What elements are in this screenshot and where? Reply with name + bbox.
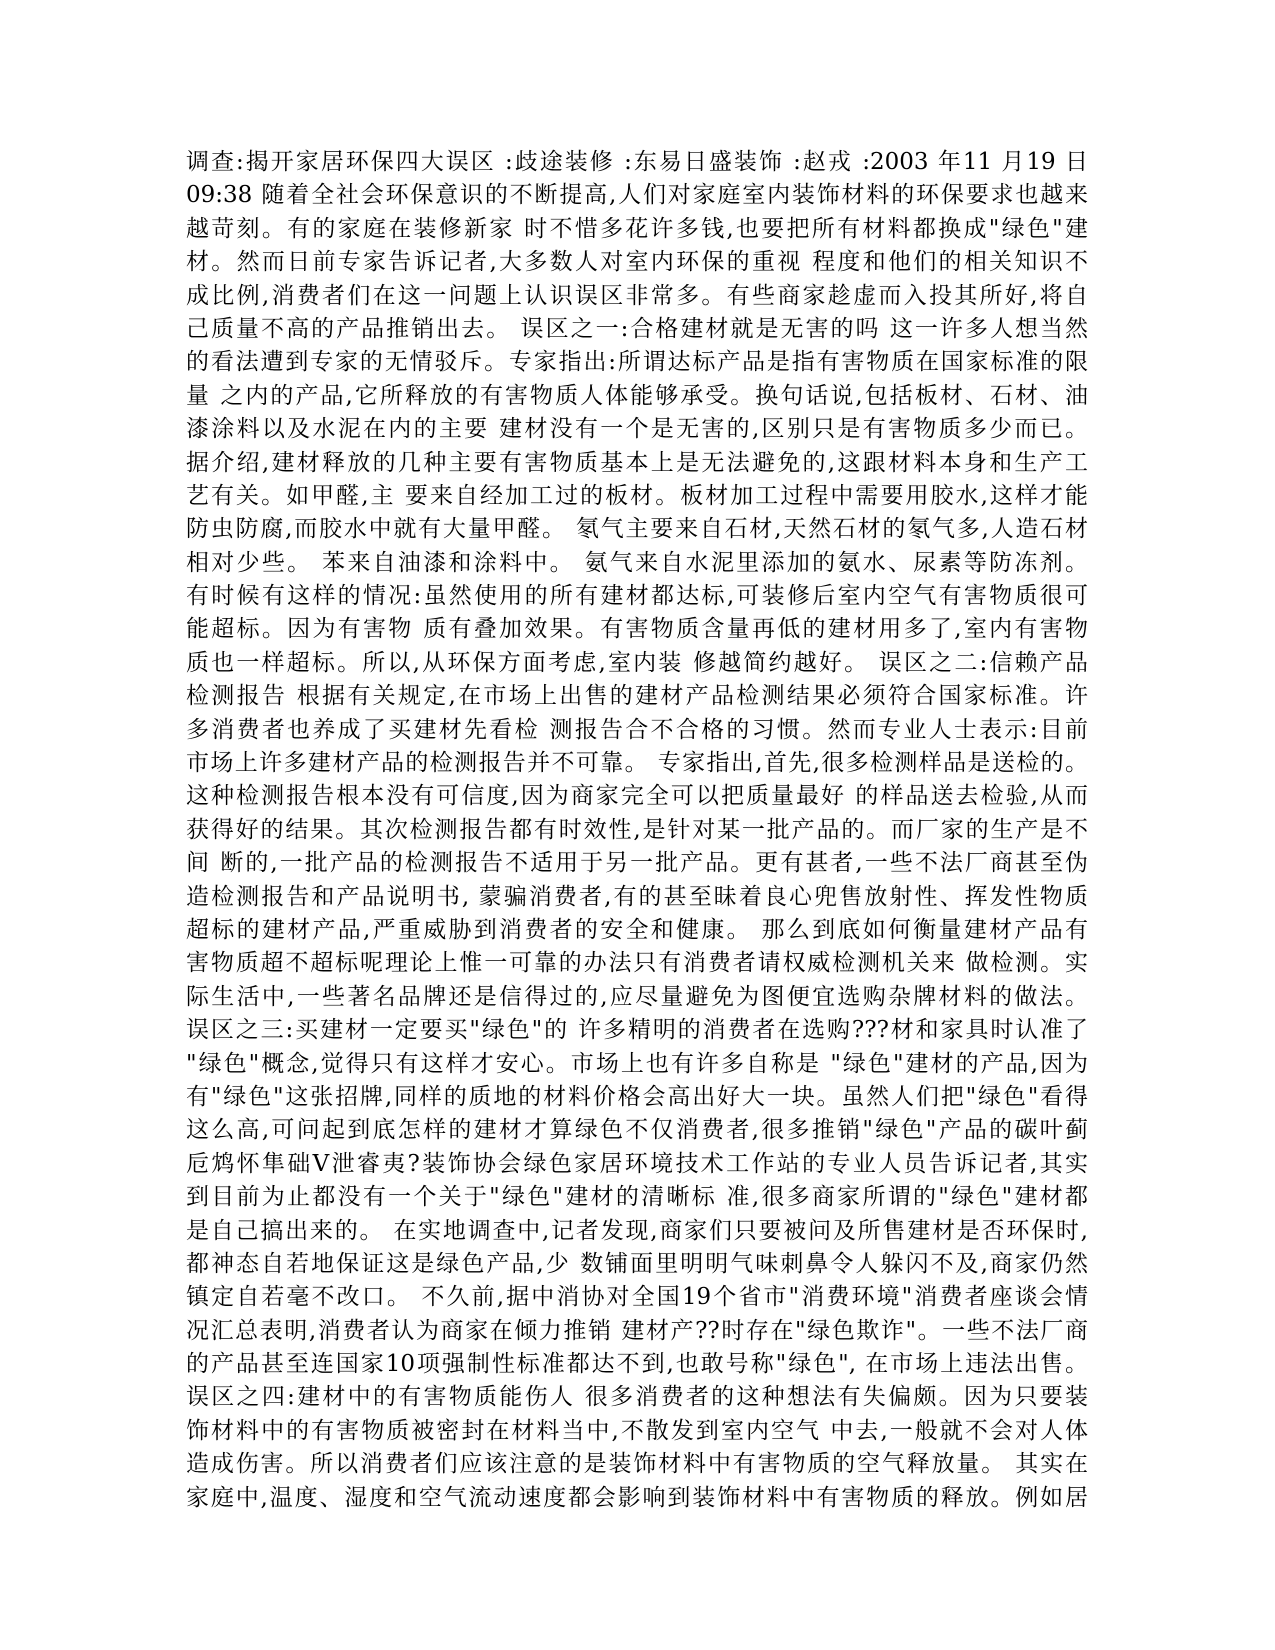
text-line: 造检测报告和产品说明书, 蒙骗消费者,有的甚至昧着良心兜售放射性、挥发性物质	[186, 883, 1088, 910]
text-line: 际生活中,一些著名品牌还是信得过的,应尽量避免为图便宜选购杂牌材料的做法。	[186, 983, 1088, 1010]
text-line: 有时候有这样的情况:虽然使用的所有建材都达标,可装修后室内空气有害物质很可	[186, 583, 1088, 610]
text-line: 检测报告 根据有关规定,在市场上出售的建材产品检测结果必须符合国家标准。许	[186, 683, 1088, 710]
text-line: 有"绿色"这张招牌,同样的质地的材料价格会高出好大一块。虽然人们把"绿色"看得	[186, 1083, 1088, 1110]
text-line: 市场上许多建材产品的检测报告并不可靠。 专家指出,首先,很多检测样品是送检的。	[186, 750, 1088, 777]
text-line: 多消费者也养成了买建材先看检 测报告合不合格的习惯。然而专业人士表示:目前	[186, 716, 1088, 743]
text-line: 误区之四:建材中的有害物质能伤人 很多消费者的这种想法有失偏颇。因为只要装	[186, 1384, 1088, 1411]
article-body	[186, 146, 1088, 1515]
text-line: 都神态自若地保证这是绿色产品,少 数铺面里明明气味刺鼻令人躲闪不及,商家仍然	[186, 1250, 1088, 1277]
text-line: 的看法遭到专家的无情驳斥。专家指出:所谓达标产品是指有害物质在国家标准的限	[186, 349, 1088, 376]
text-line: 间 断的,一批产品的检测报告不适用于另一批产品。更有甚者,一些不法厂商甚至伪	[186, 850, 1088, 877]
text-line: 09:38 随着全社会环保意识的不断提高,人们对家庭室内装饰材料的环保要求也越来	[186, 182, 1088, 209]
text-line: 调查:揭开家居环保四大误区 :歧途装修 :东易日盛装饰 :赵戎 :2003 年11 月19 日	[186, 149, 1088, 175]
text-line: 艺有关。如甲醛,主 要来自经加工过的板材。板材加工过程中需要用胶水,这样才能	[186, 482, 1088, 509]
text-line: 造成伤害。所以消费者们应该注意的是装饰材料中有害物质的空气释放量。 其实在	[186, 1451, 1088, 1478]
text-line: 害物质超不超标呢理论上惟一可靠的办法只有消费者请权威检测机关来 做检测。实	[186, 950, 1088, 977]
text-line: 这种检测报告根本没有可信度,因为商家完全可以把质量最好 的样品送去检验,从而	[186, 783, 1088, 810]
text-line: 况汇总表明,消费者认为商家在倾力推销 建材产??时存在"绿色欺诈"。一些不法厂商	[186, 1317, 1088, 1344]
text-line: 己质量不高的产品推销出去。 误区之一:合格建材就是无害的吗 这一许多人想当然	[186, 315, 1088, 342]
text-line: 据介绍,建材释放的几种主要有害物质基本上是无法避免的,这跟材料本身和生产工	[186, 449, 1088, 476]
text-line: 家庭中,温度、湿度和空气流动速度都会影响到装饰材料中有害物质的释放。例如居	[186, 1484, 1088, 1511]
text-line: 成比例,消费者们在这一问题上认识误区非常多。有些商家趁虚而入投其所好,将自	[186, 282, 1088, 309]
text-line: 能超标。因为有害物 质有叠加效果。有害物质含量再低的建材用多了,室内有害物	[186, 616, 1088, 643]
text-line: 漆涂料以及水泥在内的主要 建材没有一个是无害的,区别只是有害物质多少而已。	[186, 416, 1088, 443]
text-line: 到目前为止都没有一个关于"绿色"建材的清晰标 准,很多商家所谓的"绿色"建材都	[186, 1184, 1088, 1211]
text-line: "绿色"概念,觉得只有这样才安心。市场上也有许多自称是 "绿色"建材的产品,因为	[186, 1050, 1088, 1077]
text-line: 镇定自若毫不改口。 不久前,据中消协对全国19个省市"消费环境"消费者座谈会情	[186, 1284, 1088, 1311]
text-line: 是自己搞出来的。 在实地调查中,记者发现,商家们只要被问及所售建材是否环保时,	[186, 1217, 1088, 1244]
text-line: 越苛刻。有的家庭在装修新家 时不惜多花许多钱,也要把所有材料都换成"绿色"建	[186, 215, 1088, 242]
text-line: 这么高,可问起到底怎样的建材才算绿色不仅消费者,很多推销"绿色"产品的碳叶蓟	[186, 1117, 1088, 1144]
text-line: 卮鸩怀隼础Ⅴ泄睿夷?装饰协会绿色家居环境技术工作站的专业人员告诉记者,其实	[186, 1150, 1088, 1177]
text-line: 误区之三:买建材一定要买"绿色"的 许多精明的消费者在选购???材和家具时认准了	[186, 1017, 1088, 1044]
text-line: 防虫防腐,而胶水中就有大量甲醛。 氡气主要来自石材,天然石材的氡气多,人造石材	[186, 516, 1088, 543]
text-line: 超标的建材产品,严重威胁到消费者的安全和健康。 那么到底如何衡量建材产品有	[186, 916, 1088, 943]
text-line: 获得好的结果。其次检测报告都有时效性,是针对某一批产品的。而厂家的生产是不	[186, 816, 1088, 843]
text-line: 相对少些。 苯来自油漆和涂料中。 氨气来自水泥里添加的氨水、尿素等防冻剂。	[186, 549, 1088, 576]
text-line: 量 之内的产品,它所释放的有害物质人体能够承受。换句话说,包括板材、石材、油	[186, 382, 1088, 409]
text-line: 饰材料中的有害物质被密封在材料当中,不散发到室内空气 中去,一般就不会对人体	[186, 1417, 1088, 1444]
text-line: 材。然而日前专家告诉记者,大多数人对室内环保的重视 程度和他们的相关知识不	[186, 249, 1088, 276]
text-line: 质也一样超标。所以,从环保方面考虑,室内装 修越简约越好。 误区之二:信赖产品	[186, 649, 1088, 676]
text-line: 的产品甚至连国家10项强制性标准都达不到,也敢号称"绿色", 在市场上违法出售。	[186, 1351, 1088, 1378]
